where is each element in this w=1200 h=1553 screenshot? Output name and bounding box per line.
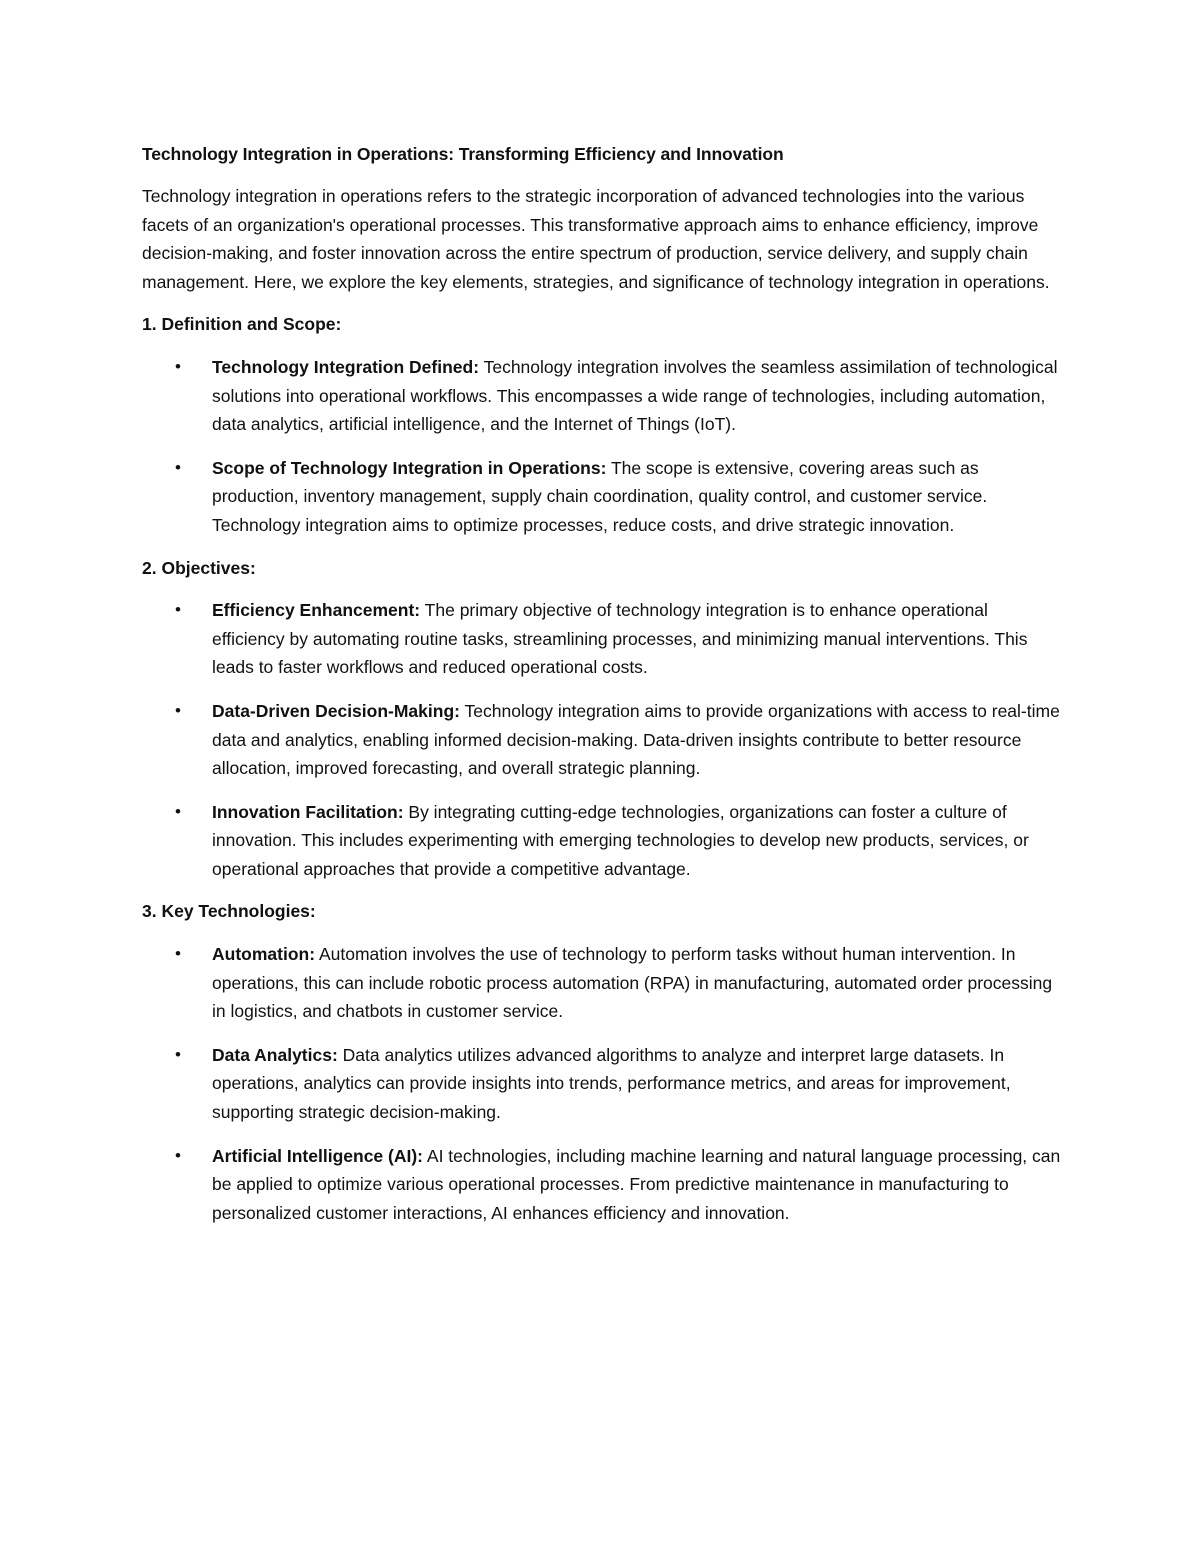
bullet-list-key-technologies: [142, 940, 1062, 1227]
item-text: Automation involves the use of technology to perform tasks without human intervention. In operations, this can include robotic process automation (RPA) in manufacturing, automated order processing in logistics, and chatbots in customer service.: [212, 944, 1053, 1022]
list-item: [142, 940, 1062, 1026]
list-item: [142, 1041, 1062, 1127]
item-term: Automation:: [212, 944, 316, 965]
item-text: AI technologies, including machine learning and natural language processing, can be applied to optimize various operational processes. From predictive maintenance in manufacturing to personalized customer interactions, AI enhances efficiency and innovation.: [212, 1145, 1061, 1223]
list-item: [142, 697, 1062, 783]
bullet-icon: •: [175, 600, 181, 620]
bullet-icon: •: [175, 801, 181, 821]
list-item: [142, 798, 1062, 884]
intro-paragraph: Technology integration in operations refers to the strategic incorporation of advanced technologies into the various facets of an organization's operational processes. This transformative approach aims to enhance efficiency, improve decision-making, and foster innovation across the entire spectrum of production, service delivery, and supply chain management. Here, we explore the key elements, strategies, and significance of technology integration in operations.: [142, 186, 1050, 292]
list-item: [142, 353, 1062, 439]
bullet-list-objectives: [142, 596, 1062, 883]
bullet-icon: •: [175, 700, 181, 720]
item-text: The scope is extensive, covering areas such as production, inventory management, supply chain coordination, quality control, and customer service. Technology integration aims to optimize processes, reduce costs, and drive strategic innovation.: [212, 457, 988, 535]
bullet-icon: •: [175, 356, 181, 376]
item-term: Data Analytics:: [212, 1044, 338, 1065]
item-term: Scope of Technology Integration in Operations:: [212, 457, 607, 478]
item-term: Innovation Facilitation:: [212, 801, 404, 822]
bullet-icon: •: [175, 1145, 181, 1165]
item-term: Artificial Intelligence (AI):: [212, 1145, 423, 1166]
item-term: Data-Driven Decision-Making:: [212, 700, 460, 721]
bullet-list-definition-scope: [142, 353, 1062, 540]
list-item: [142, 596, 1062, 682]
document-page: [142, 140, 1062, 1241]
section-heading-key-technologies: 3. Key Technologies:: [142, 901, 316, 922]
item-term: Efficiency Enhancement:: [212, 600, 421, 621]
bullet-icon: •: [175, 457, 181, 477]
item-text: Technology integration aims to provide organizations with access to real-time data and analytics, enabling informed decision-making. Data-driven insights contribute to better resource allocation, improved forecasting, and overall strategic planning.: [212, 700, 1060, 779]
bullet-icon: •: [175, 944, 181, 964]
list-item: [142, 1142, 1062, 1228]
item-text: The primary objective of technology integration is to enhance operational efficiency by automating routine tasks, streamlining processes, and minimizing manual interventions. This leads to faster workflows and reduced operational costs.: [212, 600, 1028, 678]
section-heading-objectives: 2. Objectives:: [142, 557, 256, 578]
document-title: Technology Integration in Operations: Transforming Efficiency and Innovation: [142, 144, 784, 164]
list-item: [142, 454, 1062, 540]
item-text: Data analytics utilizes advanced algorithms to analyze and interpret large datasets. In operations, analytics can provide insights into trends, performance metrics, and areas for improvement, supporting strategic decision-making.: [212, 1044, 1011, 1123]
item-term: Technology Integration Defined:: [212, 356, 480, 377]
section-heading-definition-scope: 1. Definition and Scope:: [142, 314, 342, 335]
item-text: By integrating cutting-edge technologies, organizations can foster a culture of innovation. This includes experimenting with emerging technologies to develop new products, services, or operational approaches that provide a competitive advantage.: [212, 801, 1029, 879]
bullet-icon: •: [175, 1044, 181, 1064]
item-text: Technology integration involves the seamless assimilation of technological solutions into operational workflows. This encompasses a wide range of technologies, including automation, data analytics, artificial intelligence, and the Internet of Things (IoT).: [212, 356, 1058, 435]
